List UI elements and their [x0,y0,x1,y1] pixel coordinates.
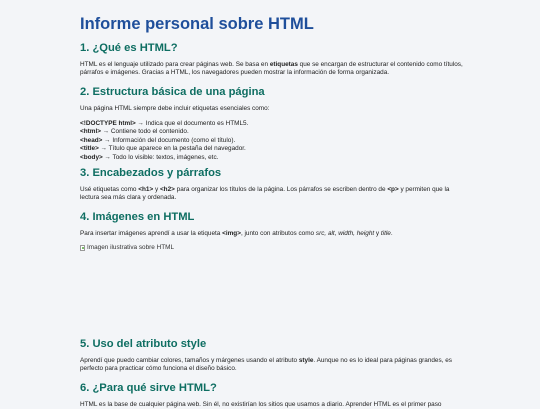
section-2-intro: Una página HTML siempre debe incluir etiquetas esenciales como: [80,105,270,112]
broken-image [80,244,174,251]
image-alt-text: Imagen ilustrativa sobre HTML [87,244,175,251]
section-heading-4: 4. Imágenes en HTML [80,211,195,223]
section-1-paragraph: HTML es el lenguaje utilizado para crear páginas web. Se basa en etiquetas que se encargan de estructurar el contenido como títulos, párrafos e imágenes. Gracias a HTML, los navegadores pueden mostrar la información de forma organizada. [80,61,463,77]
section-6-paragraph: HTML es la base de cualquier página web. Sin él, no existirían los sitios que usamos a diario. Aprender HTML es el primer paso [80,401,442,408]
section-heading-3: 3. Encabezados y párrafos [80,167,222,179]
tag-list-item: <head> → Información del documento (como el título). [80,136,236,144]
tag-list-item: <title> → Título que aparece en la pestaña del navegador. [80,145,246,153]
page-title: Informe personal sobre HTML [80,15,314,33]
section-5-paragraph: Aprendí que puedo cambiar colores, tamaños y márgenes usando el atributo style. Aunque no es lo ideal para páginas grandes, es perfecto para practicar cómo funciona el diseño básico. [80,357,452,373]
section-heading-1: 1. ¿Qué es HTML? [80,42,178,54]
section-4-paragraph: Para insertar imágenes aprendí a usar la etiqueta <img>, junto con atributos como src, alt, width, height y title. [80,230,393,237]
tag-list-item: <!DOCTYPE html> → Indica que el documento es HTML5. [80,120,249,127]
section-3-paragraph: Usé etiquetas como <h1> y <h2> para organizar los títulos de la página. Los párrafos se escriben dentro de <p> y permiten que la lectura sea más clara y ordenada. [80,186,450,202]
section-heading-2: 2. Estructura básica de una página [80,86,265,98]
broken-image-icon [80,245,85,251]
tag-list [80,120,464,162]
section-heading-5: 5. Uso del atributo style [80,338,207,350]
tag-list-item: <body> → Todo lo visible: textos, imágenes, etc. [80,153,219,161]
section-heading-6: 6. ¿Para qué sirve HTML? [80,382,217,394]
tag-list-item: <html> → Contiene todo el contenido. [80,128,189,136]
